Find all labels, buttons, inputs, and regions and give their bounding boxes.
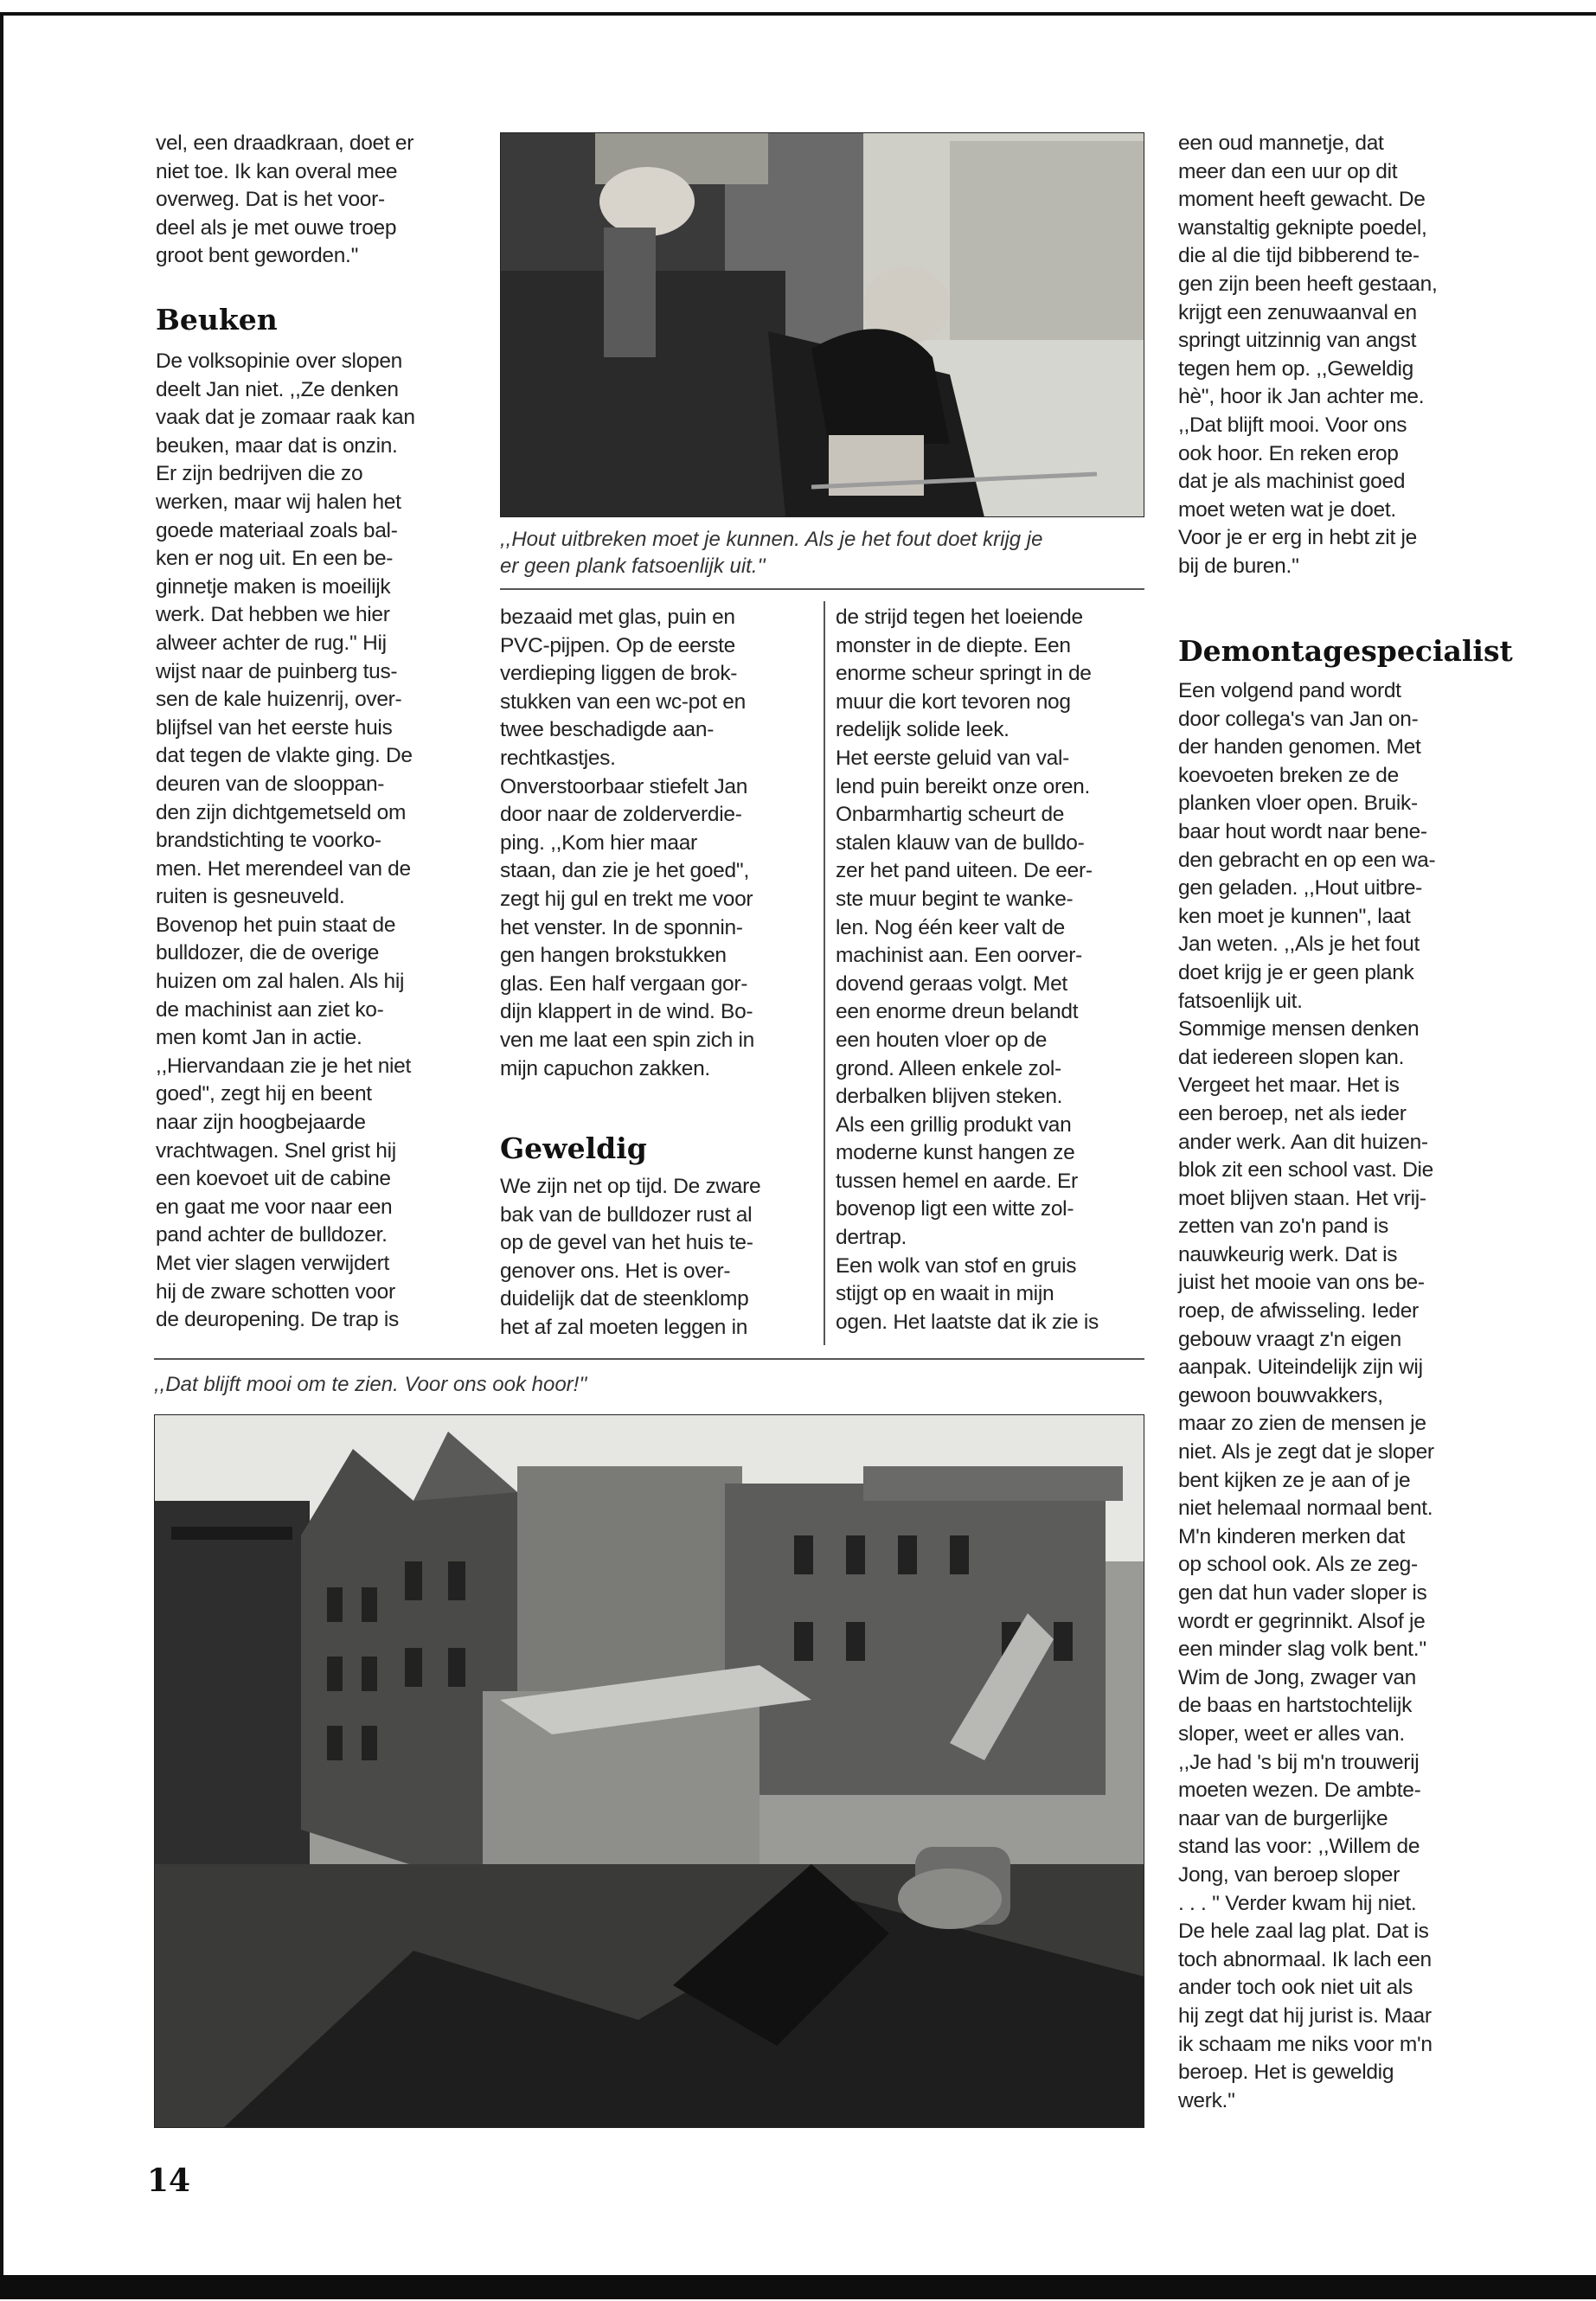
bottom-photo-caption: ,,Dat blijft mooi om te zien. Voor ons ook hoor!'' bbox=[154, 1373, 587, 1396]
left-border bbox=[0, 12, 3, 2279]
column-3-body: de strijd tegen het loeiende monster in de diepte. Een enorme scheur springt in de muur die kort tevoren nog redelijk solide leek. Het eerste geluid van val- lend puin bereikt onze oren. Onbarmhartig scheurt de stalen klauw van de bulldo- zer het pand uiteen. De eer- ste muur begint te wanke- len. Nog één keer valt de machinist aan. Een oorver- dovend geraas volgt. Met een enorme dreun belandt een houten vloer op de grond. Alleen enkele zol- derbalken blijven steken. Als een grillig produkt van moderne kunst hangen ze tussen hemel en aarde. Er bovenop ligt een witte zol- dertrap. Een wolk van stof en gruis stijgt op en waait in mijn ogen. Het laatste dat ik zie is bbox=[836, 606, 1099, 1334]
column-2-body-2: We zijn net op tijd. De zware bak van de bulldozer rust al op de gevel van het huis te- genover ons. Het is over- duidelijk dat de steenklomp het af zal moeten leggen in bbox=[500, 1175, 761, 1339]
photo-workers-breaking-floor bbox=[500, 132, 1144, 517]
column-divider bbox=[824, 601, 825, 1345]
column-4-body: Een volgend pand wordt door collega's van Jan on- der handen genomen. Met koevoeten breken ze de planken vloer open. Bruik- baar hout wordt naar bene- den gebracht en op een wa- gen geladen. ,,Hout uitbre- ken moet je kunnen'', laat Jan weten. ,,Als je het fout doet krijg je er geen plank fatsoenlijk uit. Sommige mensen denken dat iedereen slopen kan. Vergeet het maar. Het is een beroep, net als ieder ander werk. Aan dit huizen- blok zit een school vast. Die moet blijven staan. Het vrij- zetten van zo'n pand is nauwkeurig werk. Dat is juist het mooie van ons be- roep, de afwisseling. Ieder gebouw vraagt z'n eigen aanpak. Uiteindelijk zijn wij gewoon bouwvakkers, maar zo zien de mensen je niet. Als je zegt dat je sloper bent kijken ze je aan of je niet helemaal normaal bent. M'n kinderen merken dat op school ook. Als ze zeg- gen dat hun vader sloper is wordt er gegrinnikt. Alsof je een minder slag volk bent.'' Wim de Jong, zwager van de baas en hartstochtelijk sloper, weet er alles van. ,,Je had 's bij m'n trouwerij moeten wezen. De ambte- naar van de burgerlijke stand las voor: ,,Willem de Jong, van beroep sloper . . . '' Verder kwam hij niet. De hele zaal lag plat. Dat is toch abnormaal. Ik lach een ander toch ook niet uit als hij zegt dat hij jurist is. Maar ik schaam me niks voor m'n beroep. Het is geweldig werk.'' bbox=[1178, 679, 1436, 2112]
heading-demontagespecialist: Demontagespecialist bbox=[1178, 634, 1513, 668]
column-1-body: De volksopinie over slopen deelt Jan niet. ,,Ze denken vaak dat je zomaar raak kan beuken, maar dat is onzin. Er zijn bedrijven die zo werken, maar wij halen het goede materiaal zoals bal- ken er nog uit. En een be- ginnetje maken is moeilijk werk. Dat hebben we hier alweer achter de rug.'' Hij wijst naar de puinberg tus- sen de kale huizenrij, over- blijfsel van het eerste huis dat tegen de vlakte ging. De deuren van de slooppan- den zijn dichtgemetseld om brandstichting te voorko- men. Het merendeel van de ruiten is gesneuveld. Bovenop het puin staat de bulldozer, die de overige huizen om zal halen. Als hij de machinist aan ziet ko- men komt Jan in actie. ,,Hiervandaan zie je het niet goed'', zegt hij en beent naar zijn hoogbejaarde vrachtwagen. Snel grist hij een koevoet uit de cabine en gaat me voor naar een pand achter de bulldozer. Met vier slagen verwijdert hij de zware schotten voor de deuropening. De trap is bbox=[156, 349, 415, 1332]
top-caption-rule bbox=[500, 588, 1144, 590]
column-4-intro: een oud mannetje, dat meer dan een uur op dit moment heeft gewacht. De wanstaltig geknipte poedel, die al die tijd bibberend te- gen zijn been heeft gestaan, krijgt een zenuwaanval en springt uitzinnig van angst tegen hem op. ,,Geweldig hè'', hoor ik Jan achter me. ,,Dat blijft mooi. Voor ons ook hoor. En reken erop dat je als machinist goed moet weten wat je doet. Voor je er erg in hebt zit je bij de buren.'' bbox=[1178, 131, 1438, 578]
top-border bbox=[0, 12, 1596, 16]
top-photo-caption: ,,Hout uitbreken moet je kunnen. Als je het fout doet krijg je er geen plank fatsoenlijk uit.'' bbox=[500, 528, 1043, 578]
bottom-caption-rule bbox=[154, 1358, 1144, 1360]
bottom-border bbox=[0, 2275, 1596, 2299]
page-number: 14 bbox=[147, 2163, 191, 2199]
column-2-body: bezaaid met glas, puin en PVC-pijpen. Op de eerste verdieping liggen de brok- stukken van een wc-pot en twee beschadigde aan- rechtkastjes. Onverstoorbaar stiefelt Jan door naar de zolderverdie- ping. ,,Kom hier maar staan, dan zie je het goed'', zegt hij gul en trekt me voor het venster. In de sponnin- gen hangen brokstukken glas. Een half vergaan gor- dijn klappert in de wind. Bo- ven me laat een spin zich in mijn capuchon zakken. bbox=[500, 606, 754, 1080]
heading-geweldig: Geweldig bbox=[500, 1131, 647, 1165]
photo-demolition-bulldozer bbox=[154, 1414, 1144, 2128]
heading-beuken: Beuken bbox=[156, 303, 278, 336]
column-1-intro: vel, een draadkraan, doet er niet toe. Ik kan overal mee overweg. Dat is het voor- deel als je met ouwe troep groot bent geworden.'' bbox=[156, 131, 414, 268]
